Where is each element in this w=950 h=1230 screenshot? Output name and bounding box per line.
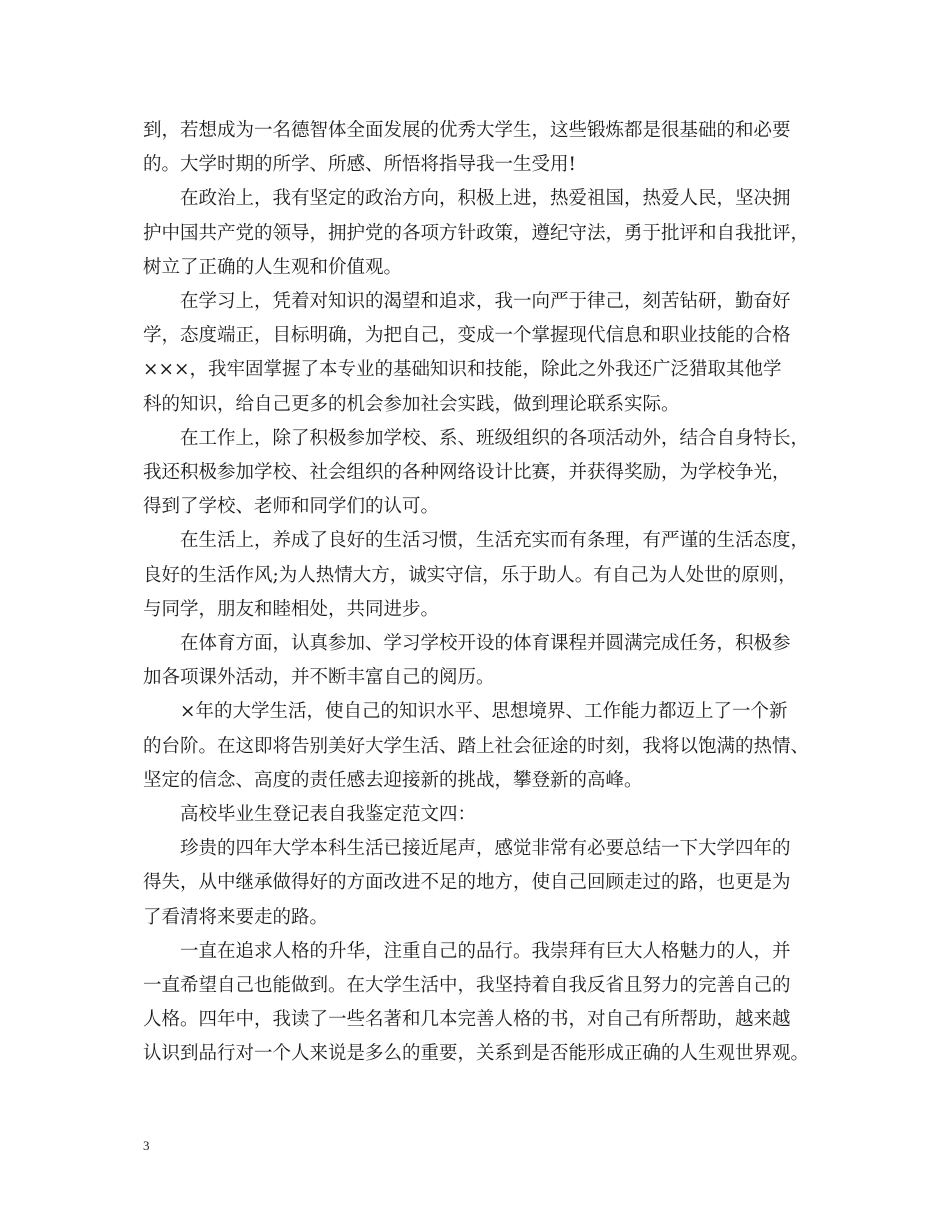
text-line: ×××，我牢固掌握了本专业的基础知识和技能，除此之外我还广泛猎取其他学 [143,359,782,381]
text-line: 高校毕业生登记表自我鉴定范文四： [143,804,477,825]
text-line: 在工作上，除了积极参加学校、系、班级组织的各项活动外，结合自身特长， [143,427,810,449]
text-line: 坚定的信念、高度的责任感去迎接新的挑战，攀登新的高峰。 [143,769,643,791]
text-line: 人格。四年中，我读了一些名著和几本完善人格的书，对自己有所帮助，越来越 [143,1009,791,1031]
text-line: 珍贵的四年大学本科生活已接近尾声，感觉非常有必要总结一下大学四年的 [143,838,791,860]
page-number: 3 [143,1138,150,1153]
text-line: 的台阶。在这即将告别美好大学生活、踏上社会征途的时刻，我将以饱满的热情、 [143,735,810,757]
text-line: 的。大学时期的所学、所感、所悟将指导我一生受用! [143,154,576,176]
text-line: 得到了学校、老师和同学们的认可。 [143,496,440,518]
text-line: 在体育方面，认真参加、学习学校开设的体育课程并圆满完成任务，积极参 [143,633,791,654]
text-line: 一直希望自己也能做到。在大学生活中，我坚持着自我反省且努力的完善自己的 [143,975,791,996]
text-line: 树立了正确的人生观和价值观。 [143,256,403,278]
text-line: 在学习上，凭着对知识的渴望和追求，我一向严于律己，刻苦钻研，勤奋好 [143,291,791,312]
text-line: 到，若想成为一名德智体全面发展的优秀大学生，这些锻炼都是很基础的和必要 [143,120,791,141]
text-line: 良好的生活作风;为人热情大方，诚实守信，乐于助人。有自己为人处世的原则， [143,564,797,586]
text-line: 在生活上，养成了良好的生活习惯，生活充实而有条理，有严谨的生活态度， [143,530,810,552]
text-line: 护中国共产党的领导，拥护党的各项方针政策，遵纪守法，勇于批评和自我批评， [143,222,810,244]
text-line: 我还积极参加学校、社会组织的各种网络设计比赛，并获得奖励，为学校争光， [143,462,791,483]
text-line: 加各项课外活动，并不断丰富自己的阅历。 [143,667,495,689]
text-line: 学，态度端正，目标明确，为把自己，变成一个掌握现代信息和职业技能的合格 [143,325,791,347]
text-line: 认识到品行对一个人来说是多么的重要，关系到是否能形成正确的人生观世界观。 [143,1043,810,1065]
text-line: 得失，从中继承做得好的方面改进不足的地方，使自己回顾走过的路，也更是为 [143,872,791,894]
text-line: 科的知识，给自己更多的机会参加社会实践，做到理论联系实际。 [143,393,680,415]
text-line: 一直在追求人格的升华，注重自己的品行。我崇拜有巨大人格魅力的人，并 [143,940,791,962]
text-line: 了看清将来要走的路。 [143,906,329,928]
text-line: ×年的大学生活，使自己的知识水平、思想境界、工作能力都迈上了一个新 [143,701,788,723]
text-line: 在政治上，我有坚定的政治方向，积极上进，热爱祖国，热爱人民，坚决拥 [143,188,791,210]
text-line: 与同学，朋友和睦相处，共同进步。 [143,598,440,620]
